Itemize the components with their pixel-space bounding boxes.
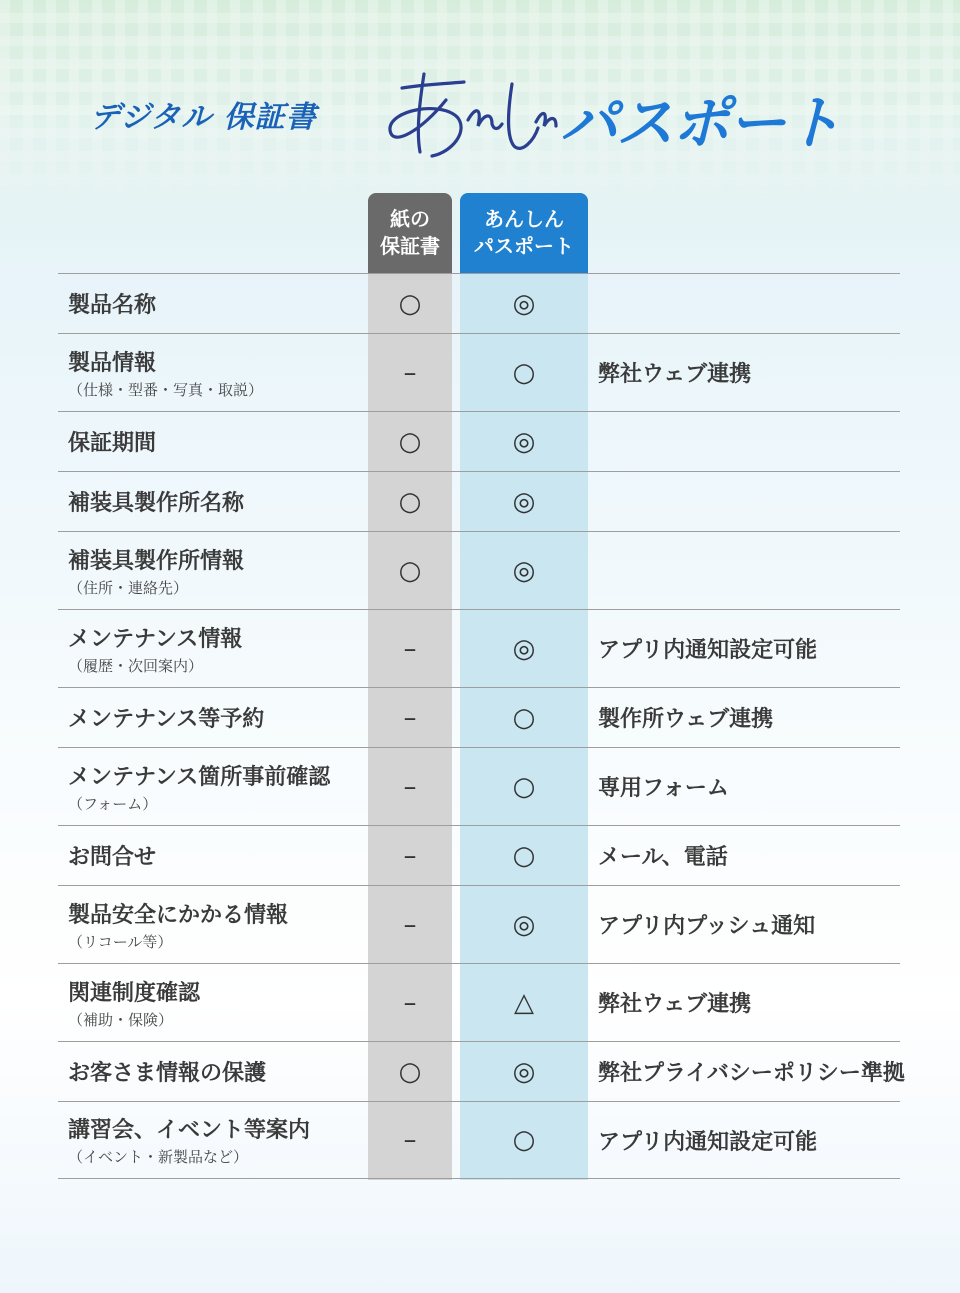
- table-row: [58, 1041, 905, 1101]
- logo-passport: パスポート: [560, 89, 841, 157]
- paper-warranty-mark: –: [403, 633, 417, 664]
- feature-label-group: [68, 412, 368, 471]
- feature-label: 補装具製作所名称: [68, 491, 245, 516]
- table-row: [58, 687, 900, 747]
- feature-sublabel: （フォーム）: [68, 794, 158, 813]
- feature-label-group: [68, 688, 368, 747]
- anshin-passport-mark: ◎: [512, 426, 536, 457]
- feature-label: 製品情報: [68, 350, 157, 376]
- feature-label: 製品安全にかかる情報: [68, 902, 289, 928]
- feature-label-group: [68, 826, 368, 885]
- paper-warranty-mark: ○: [398, 486, 422, 517]
- feature-note: メール、電話: [598, 845, 728, 870]
- logo-script-anshin: [372, 60, 562, 170]
- feature-label-group: [68, 886, 368, 963]
- feature-label-group: [68, 1102, 368, 1178]
- paper-warranty-mark: –: [403, 987, 417, 1018]
- feature-note: 製作所ウェブ連携: [598, 707, 774, 732]
- header: [0, 0, 960, 190]
- feature-label-group: [68, 532, 368, 609]
- paper-warranty-mark: ○: [398, 555, 422, 586]
- feature-label-group: [68, 472, 368, 531]
- paper-warranty-mark: ○: [398, 426, 422, 457]
- anshin-passport-mark: ◎: [512, 1056, 536, 1087]
- anshin-passport-mark: ◎: [512, 555, 536, 586]
- paper-warranty-mark: –: [403, 771, 417, 802]
- feature-note: 弊社ウェブ連携: [598, 362, 752, 387]
- table-row: [58, 885, 900, 963]
- paper-warranty-mark: –: [403, 840, 417, 871]
- feature-sublabel: （仕様・型番・写真・取説）: [68, 380, 264, 399]
- table-row: [58, 963, 900, 1041]
- feature-note: アプリ内通知設定可能: [598, 1129, 818, 1155]
- feature-label-group: [68, 964, 368, 1041]
- anshin-passport-column-header: あんしん パスポート: [460, 193, 588, 273]
- paper-warranty-mark: –: [403, 702, 417, 733]
- anshin-passport-mark: ◎: [512, 909, 536, 940]
- feature-label: 関連制度確認: [68, 980, 201, 1006]
- table-row: [58, 411, 900, 471]
- feature-note: アプリ内通知設定可能: [598, 638, 818, 663]
- feature-label: メンテナンス等予約: [68, 707, 265, 732]
- anshin-passport-mark: ○: [512, 771, 536, 802]
- table-row: [58, 747, 900, 825]
- feature-label: 保証期間: [68, 431, 157, 456]
- paper-warranty-mark: –: [403, 909, 417, 940]
- feature-label-group: [68, 610, 368, 687]
- feature-label: メンテナンス箇所事前確認: [68, 764, 331, 790]
- feature-label: メンテナンス情報: [68, 626, 243, 652]
- feature-label: 講習会、イベント等案内: [68, 1118, 311, 1143]
- anshin-passport-mark: ○: [512, 1125, 536, 1155]
- feature-label-group: [68, 1042, 368, 1101]
- feature-note: 弊社ウェブ連携: [598, 992, 752, 1017]
- feature-sublabel: （リコール等）: [68, 932, 173, 951]
- feature-sublabel: （履歴・次回案内）: [68, 656, 204, 675]
- anshin-passport-mark: ○: [512, 840, 536, 871]
- feature-note: アプリ内プッシュ通知: [598, 914, 816, 939]
- anshin-passport-mark: ○: [512, 702, 536, 733]
- paper-warranty-column-header: 紙の 保証書: [368, 193, 452, 273]
- digital-warranty-title: デジタル 保証書: [90, 100, 317, 135]
- paper-warranty-mark: –: [403, 357, 417, 388]
- table-row: [58, 333, 900, 411]
- feature-label-group: [68, 748, 368, 825]
- feature-label: お客さま情報の保護: [68, 1061, 267, 1086]
- feature-sublabel: （住所・連絡先）: [68, 578, 189, 597]
- feature-note: 専用フォーム: [598, 776, 729, 801]
- table-row: [58, 1101, 900, 1179]
- paper-warranty-mark: ○: [398, 288, 422, 319]
- feature-label-group: [68, 274, 368, 333]
- table-row: [58, 531, 900, 609]
- comparison-table: [58, 273, 905, 1179]
- anshin-passport-mark: △: [514, 987, 534, 1018]
- anshin-passport-mark: ◎: [512, 486, 536, 517]
- table-row: [58, 825, 900, 885]
- table-row: [58, 471, 900, 531]
- anshin-passport-mark: ○: [512, 357, 536, 388]
- feature-sublabel: （イベント・新製品など）: [68, 1148, 249, 1166]
- feature-note: 弊社プライバシーポリシー準拠: [598, 1061, 905, 1086]
- feature-label: 補装具製作所情報: [68, 548, 245, 574]
- table-row: [58, 273, 900, 333]
- anshin-passport-mark: ◎: [512, 288, 536, 319]
- feature-label: 製品名称: [68, 293, 157, 318]
- paper-warranty-mark: –: [403, 1125, 417, 1155]
- anshin-passport-mark: ◎: [512, 633, 536, 664]
- paper-warranty-mark: ○: [398, 1056, 422, 1087]
- feature-label-group: [68, 334, 368, 411]
- table-row: [58, 609, 900, 687]
- feature-sublabel: （補助・保険）: [68, 1010, 174, 1029]
- feature-label: お問合せ: [68, 845, 157, 870]
